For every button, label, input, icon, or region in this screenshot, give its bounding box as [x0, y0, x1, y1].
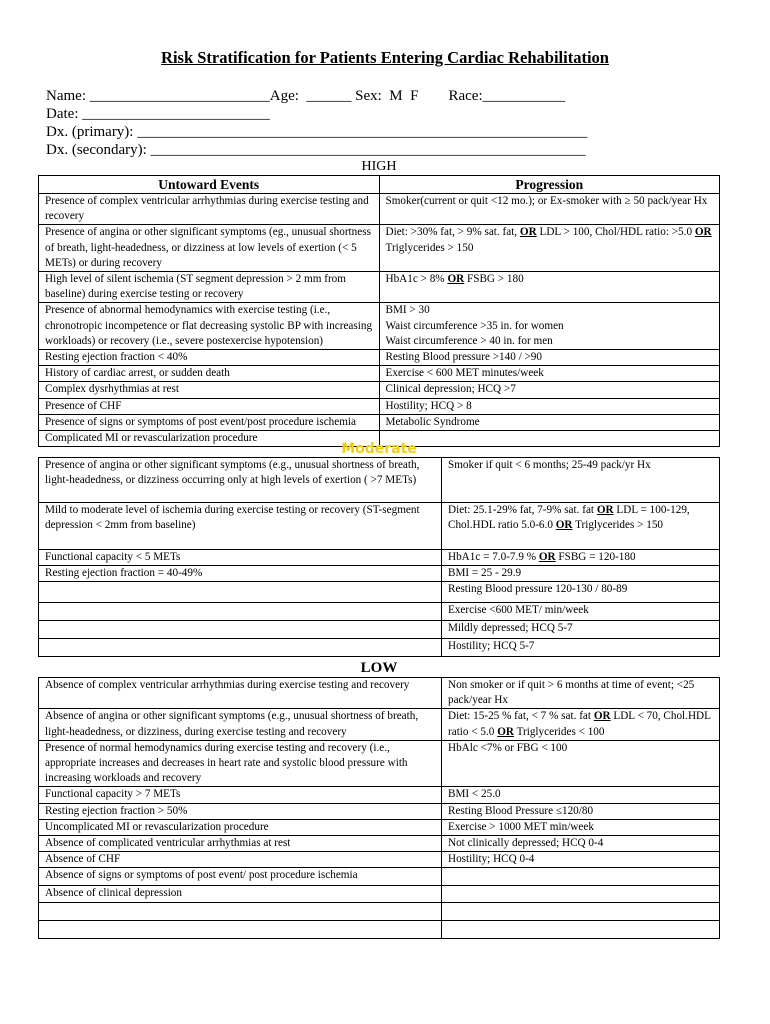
low-risk-row: [39, 740, 720, 787]
high-risk-row: [39, 382, 720, 398]
high-risk-row: [39, 398, 720, 414]
untoward-event-cell: [39, 621, 442, 639]
high-risk-row: [39, 225, 720, 272]
secondary-dx-line: Dx. (secondary): __________________________________________________________: [46, 142, 586, 158]
untoward-event-cell: [39, 603, 442, 621]
moderate-risk-row: [39, 503, 720, 550]
progression-cell: Mildly depressed; HCQ 5-7: [442, 621, 720, 639]
moderate-risk-row: [39, 639, 720, 657]
moderate-risk-row: [39, 582, 720, 603]
untoward-event-cell: Presence of normal hemodynamics during exercise testing and recovery (i.e., appropriate increases and decreases in heart rate and systolic blood pressure with increasing workloads and recovery: [39, 740, 442, 787]
untoward-event-cell: Presence of abnormal hemodynamics with exercise testing (i.e., chronotropic incompetence or flat decreasing systolic BP with increasing workloads) or recovery (i.e., severe postexercise hypotension): [39, 303, 380, 350]
untoward-event-cell: Absence of complicated ventricular arrhythmias at rest: [39, 836, 442, 852]
low-risk-table: [38, 677, 720, 939]
primary-dx-line: Dx. (primary): ____________________________________________________________: [46, 124, 588, 140]
progression-cell: Exercise > 1000 MET min/week: [442, 819, 720, 835]
progression-cell: BMI < 25.0: [442, 787, 720, 803]
progression-cell: Resting Blood pressure 120-130 / 80-89: [442, 582, 720, 603]
progression-cell: Diet: 15-25 % fat, < 7 % sat. fat OR LDL < 70, Chol.HDL ratio < 5.0 OR Triglycerides < 100: [442, 709, 720, 740]
untoward-event-cell: Absence of signs or symptoms of post event/ post procedure ischemia: [39, 868, 442, 886]
untoward-event-cell: Complex dysrhythmias at rest: [39, 382, 380, 398]
progression-cell: Diet: >30% fat, > 9% sat. fat, OR LDL > 100, Chol/HDL ratio: >5.0 OR Triglycerides > 150: [379, 225, 720, 272]
progression-cell: Exercise < 600 MET minutes/week: [379, 366, 720, 382]
progression-cell: HbAlc <7% or FBG < 100: [442, 740, 720, 787]
progression-cell: BMI = 25 - 29.9: [442, 566, 720, 582]
progression-cell: HbA1c = 7.0-7.9 % OR FSBG = 120-180: [442, 550, 720, 566]
high-risk-row: [39, 194, 720, 225]
untoward-event-cell: [39, 582, 442, 603]
untoward-event-cell: Functional capacity < 5 METs: [39, 550, 442, 566]
progression-cell: Exercise <600 MET/ min/week: [442, 603, 720, 621]
low-risk-row: [39, 803, 720, 819]
untoward-event-cell: Uncomplicated MI or revascularization procedure: [39, 819, 442, 835]
progression-cell: Hostility; HCQ 5-7: [442, 639, 720, 657]
progression-cell: Resting Blood Pressure ≤120/80: [442, 803, 720, 819]
untoward-event-cell: [39, 639, 442, 657]
progression-cell: Hostility; HCQ > 8: [379, 398, 720, 414]
progression-cell: BMI > 30 Waist circumference >35 in. for women Waist circumference > 40 in. for men: [379, 303, 720, 350]
untoward-event-cell: Resting ejection fraction = 40-49%: [39, 566, 442, 582]
untoward-event-cell: [39, 921, 442, 939]
progression-cell: [442, 886, 720, 903]
untoward-event-cell: Presence of signs or symptoms of post event/post procedure ischemia: [39, 414, 380, 430]
high-risk-row: [39, 272, 720, 303]
low-risk-row: [39, 886, 720, 903]
progression-cell: Diet: 25.1-29% fat, 7-9% sat. fat OR LDL = 100-129, Chol.HDL ratio 5.0-6.0 OR Triglycerides > 150: [442, 503, 720, 550]
untoward-event-cell: History of cardiac arrest, or sudden death: [39, 366, 380, 382]
moderate-risk-table: [38, 457, 720, 657]
untoward-event-cell: Absence of complex ventricular arrhythmias during exercise testing and recovery: [39, 678, 442, 709]
progression-cell: HbA1c > 8% OR FSBG > 180: [379, 272, 720, 303]
progression-cell: [442, 868, 720, 886]
moderate-risk-row: [39, 621, 720, 639]
high-risk-row: [39, 366, 720, 382]
low-risk-row: [39, 903, 720, 921]
section-low-label: LOW: [360, 660, 398, 676]
patient-info-line: Name: ________________________Age: ______ Sex: M F Race:___________: [46, 88, 566, 104]
section-high-label: HIGH: [361, 159, 397, 174]
progression-cell: [442, 903, 720, 921]
high-risk-row: [39, 350, 720, 366]
column-header-untoward-events: Untoward Events: [39, 176, 380, 194]
untoward-event-cell: Presence of angina or other significant symptoms (e.g., unusual shortness of breath, light-headedness, or dizziness occurring only at high levels of exertion ( >7 METs): [39, 458, 442, 503]
column-header-progression: Progression: [379, 176, 720, 194]
low-risk-row: [39, 921, 720, 939]
high-risk-table: [38, 175, 720, 447]
low-risk-row: [39, 709, 720, 740]
untoward-event-cell: Resting ejection fraction > 50%: [39, 803, 442, 819]
untoward-event-cell: Complicated MI or revascularization procedure: [39, 431, 380, 447]
untoward-event-cell: Absence of clinical depression: [39, 886, 442, 903]
low-risk-row: [39, 836, 720, 852]
high-risk-row: [39, 303, 720, 350]
moderate-risk-row: [39, 566, 720, 582]
progression-cell: Resting Blood pressure >140 / >90: [379, 350, 720, 366]
untoward-event-cell: Mild to moderate level of ischemia during exercise testing or recovery (ST-segment depression < 2mm from baseline): [39, 503, 442, 550]
untoward-event-cell: Presence of angina or other significant symptoms (eg., unusual shortness of breath, light-headedness, or dizziness at low levels of exertion (< 5 METs) or during recovery: [39, 225, 380, 272]
progression-cell: Hostility; HCQ 0-4: [442, 852, 720, 868]
untoward-event-cell: Resting ejection fraction < 40%: [39, 350, 380, 366]
progression-cell: Clinical depression; HCQ >7: [379, 382, 720, 398]
low-risk-row: [39, 868, 720, 886]
progression-cell: Smoker if quit < 6 months; 25-49 pack/yr Hx: [442, 458, 720, 503]
untoward-event-cell: Functional capacity > 7 METs: [39, 787, 442, 803]
untoward-event-cell: Absence of CHF: [39, 852, 442, 868]
low-risk-row: [39, 787, 720, 803]
progression-cell: Non smoker or if quit > 6 months at time of event; <25 pack/year Hx: [442, 678, 720, 709]
document-title: Risk Stratification for Patients Entering Cardiac Rehabilitation: [161, 48, 609, 67]
progression-cell: Metabolic Syndrome: [379, 414, 720, 430]
untoward-event-cell: Presence of CHF: [39, 398, 380, 414]
low-risk-row: [39, 819, 720, 835]
untoward-event-cell: Absence of angina or other significant symptoms (e.g., unusual shortness of breath, light-headedness, or dizziness, during exercise testing and recovery: [39, 709, 442, 740]
section-moderate-label: Moderate: [341, 441, 417, 457]
untoward-event-cell: Presence of complex ventricular arrhythmias during exercise testing and recovery: [39, 194, 380, 225]
untoward-event-cell: [39, 903, 442, 921]
progression-cell: Not clinically depressed; HCQ 0-4: [442, 836, 720, 852]
untoward-event-cell: High level of silent ischemia (ST segment depression > 2 mm from baseline) during exercise testing or recovery: [39, 272, 380, 303]
progression-cell: Smoker(current or quit <12 mo.); or Ex-smoker with ≥ 50 pack/year Hx: [379, 194, 720, 225]
date-line: Date: _________________________: [46, 106, 270, 122]
high-risk-row: [39, 414, 720, 430]
low-risk-row: [39, 678, 720, 709]
moderate-risk-row: [39, 458, 720, 503]
low-risk-row: [39, 852, 720, 868]
progression-cell: [442, 921, 720, 939]
moderate-risk-row: [39, 550, 720, 566]
moderate-risk-row: [39, 603, 720, 621]
